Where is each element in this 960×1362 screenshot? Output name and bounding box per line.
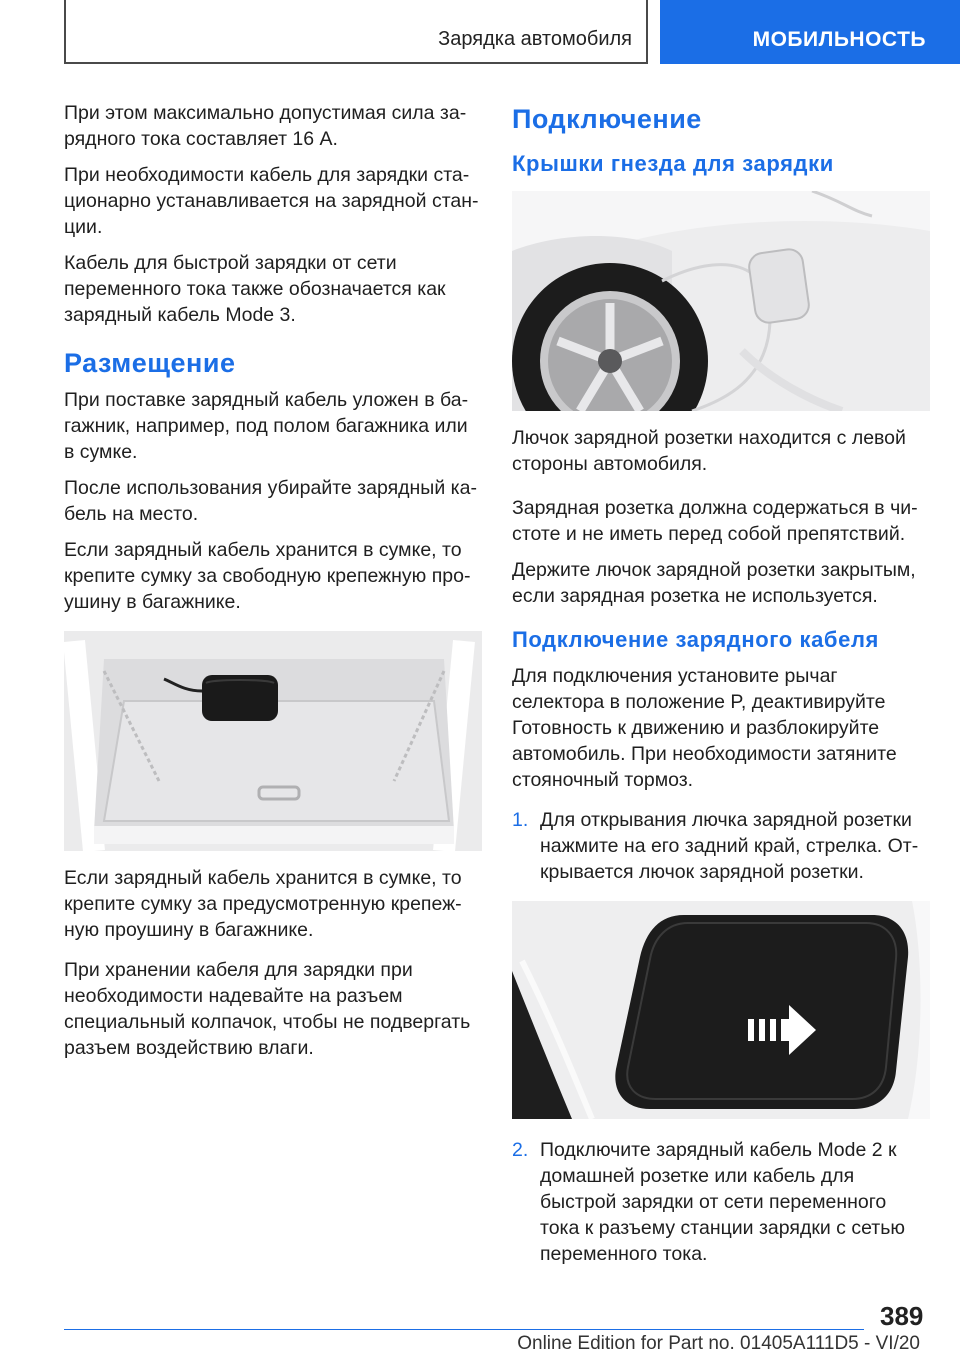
heading-socket-covers: Крышки гнезда для зарядки [512, 151, 834, 176]
page-header [64, 0, 960, 64]
paragraph-prepare-vehicle: Для подключения установите рычаг селектора в положение P, деактивируйте Готовность к движению и разблокируйте автомобиль. При необходимости затяните стояночный тормоз. [512, 665, 897, 791]
edition-info: Online Edition for Part no. 01405A111D5 - VI/20 [517, 1333, 920, 1354]
paragraph-stationary-cable: При необходимости кабель для зарядки стационарно устанавливается на зарядной станции. [64, 164, 479, 238]
section-title-box [64, 0, 648, 64]
paragraph-keep-clean: Зарядная розетка должна содержаться в чистоте и не иметь перед собой препятствий. [512, 497, 918, 545]
chapter-tab [660, 0, 960, 64]
heading-placement: Размещение [64, 348, 236, 378]
step-item-1 [512, 807, 930, 885]
step-number: 1. [512, 809, 529, 831]
paragraph-max-current: При этом максимально допустимая сила зарядного тока составляет 16 A. [64, 102, 467, 150]
paragraph-fasten-bag: Если зарядный кабель хранится в сумке, то крепите сумку за свободную крепежную проушину в багажнике. [64, 539, 471, 613]
step-number: 2. [512, 1139, 529, 1161]
step-item-2 [512, 1137, 930, 1267]
charging-flap-location-illustration [512, 191, 930, 411]
right-column [512, 100, 930, 1267]
section-title: Зарядка автомобиля [438, 28, 632, 50]
paragraph-connector-cap: При хранении кабеля для зарядки при необходимости надевайте на разъем специальный колпачок, чтобы не подвергать разъем воздействию влаги. [64, 959, 471, 1059]
paragraph-mode3-cable: Кабель для быстрой зарядки от сети переменного тока также обозначается как зарядный кабель Mode 3. [64, 252, 446, 326]
footer-divider [64, 1329, 864, 1330]
heading-connect-cable: Подключение зарядного кабеля [512, 627, 879, 652]
trunk-illustration [64, 631, 482, 851]
steps-list [512, 807, 930, 885]
steps-list-continued [512, 1137, 930, 1267]
paragraph-keep-closed: Держите лючок зарядной розетки закрытым, если зарядная розетка не используется. [512, 559, 916, 607]
left-column [64, 100, 482, 1071]
paragraph-flap-left-side: Лючок зарядной розетки находится с левой стороны автомобиля. [512, 427, 906, 475]
chapter-title: МОБИЛЬНОСТЬ [752, 28, 926, 51]
step-text: Подключите зарядный кабель Mode 2 к домашней розетке или кабель для быстрой зарядки от сети переменного тока к разъему станции зарядки с сетью переменного тока. [540, 1139, 906, 1265]
paragraph-fasten-bag-provided: Если зарядный кабель хранится в сумке, то крепите сумку за предусмотренную крепежную проушину в багажнике. [64, 867, 462, 941]
open-charging-flap-illustration [512, 901, 930, 1119]
page-number: 389 [880, 1301, 924, 1331]
paragraph-delivery-location: При поставке зарядный кабель уложен в багажник, например, под полом багажника или в сумке. [64, 389, 469, 463]
step-text: Для открывания лючка зарядной розетки нажмите на его задний край, стрелка. Открывается лючок зарядной розетки. [540, 809, 919, 883]
paragraph-put-back: После использования убирайте зарядный кабель на место. [64, 477, 477, 525]
heading-connection: Подключение [512, 104, 702, 134]
